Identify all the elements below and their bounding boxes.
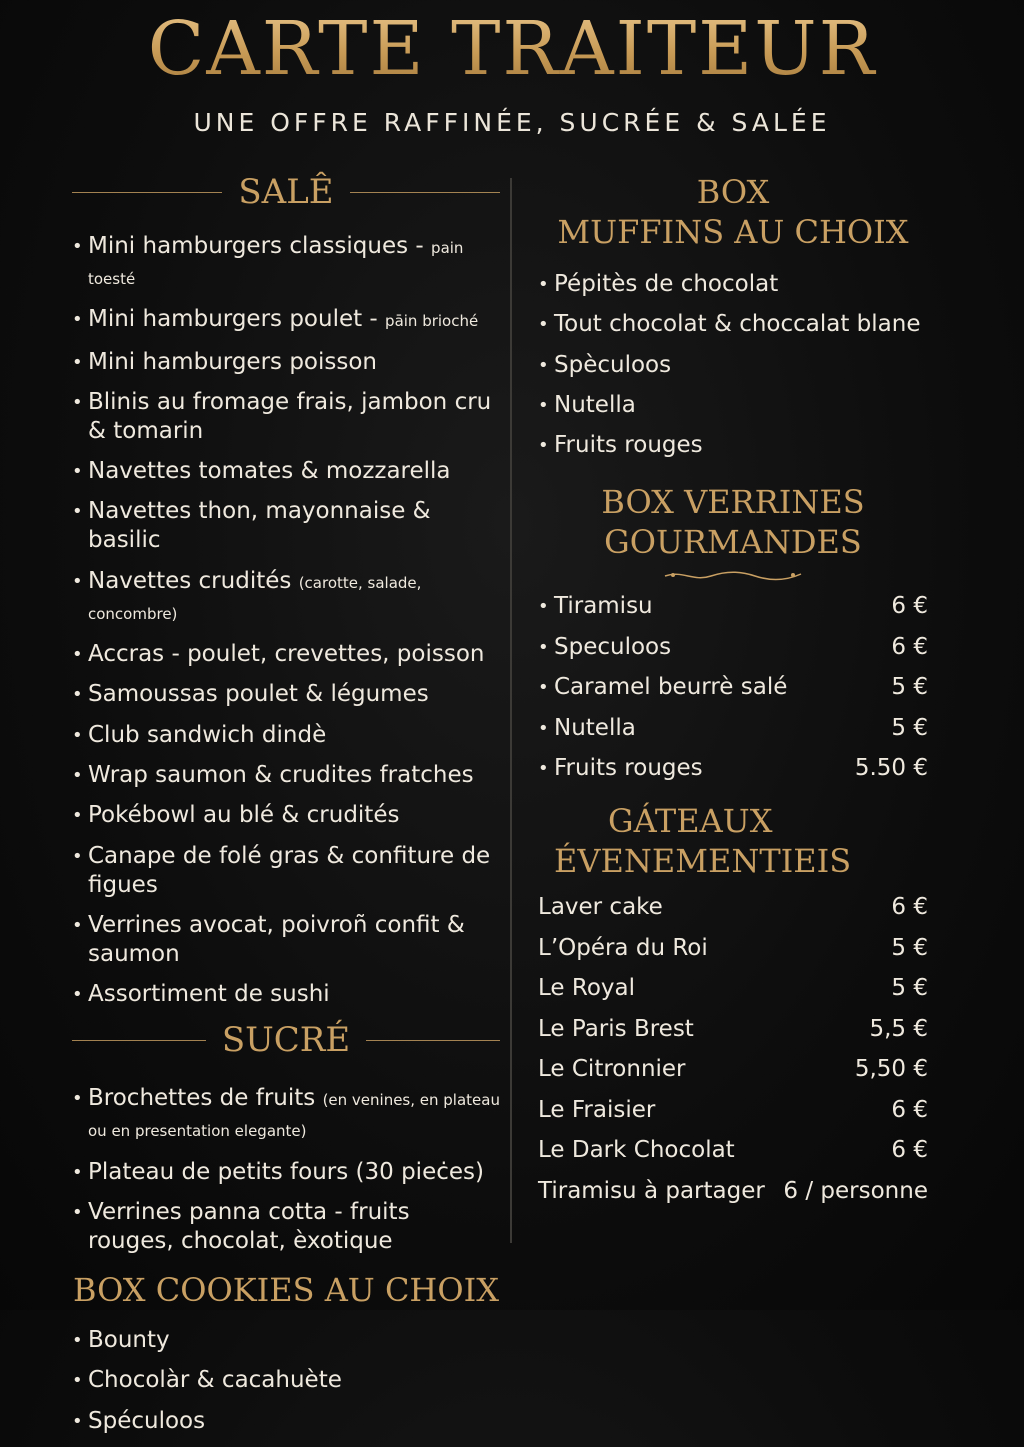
sucre-list: [72, 1084, 500, 1256]
list-item: [538, 431, 928, 460]
gateaux-list: [538, 893, 928, 1206]
item-name: Pépitès de chocolat: [554, 271, 779, 297]
right-column: [538, 172, 928, 1217]
list-item: [72, 980, 500, 1009]
cookies-list: [72, 1326, 500, 1436]
verrines-list: [538, 592, 928, 783]
heading-rule-left: [72, 192, 222, 193]
item-name: Assortiment de sushi: [88, 981, 330, 1008]
item-name: Blinis au fromage frais, jambon cru & tomarin: [88, 388, 492, 444]
flourish-ornament: [663, 568, 803, 584]
item-price: 5 €: [891, 674, 928, 701]
list-item: [72, 1407, 500, 1436]
list-item: [72, 567, 500, 629]
list-item: [72, 842, 500, 900]
item-price: 6 €: [891, 1137, 928, 1164]
item-name: L’Opéra du Roi: [538, 934, 708, 961]
verrines-heading-line2: GOURMANDES: [604, 523, 862, 562]
item-name: Navettes crudités: [88, 567, 299, 594]
item-name: Brochettes de fruits: [88, 1085, 323, 1112]
list-item: [538, 310, 928, 339]
price-row: [538, 1015, 928, 1044]
list-item: [72, 721, 500, 750]
sucre-section-heading: [72, 1020, 500, 1060]
item-name: Pokébowl au blé & crudités: [88, 802, 400, 829]
sale-heading: SALÊ: [238, 172, 334, 212]
item-name: Verrines panna cotta - fruits rouges, chocolat, èxotique: [88, 1199, 410, 1255]
menu-title: CARTE TRAITEUR: [0, 6, 1024, 92]
list-item: [72, 497, 500, 555]
item-price: 6 €: [891, 1096, 928, 1123]
item-name: Spèculoos: [554, 351, 672, 378]
item-name: Le Paris Brest: [538, 1015, 694, 1042]
item-price: 5 €: [891, 975, 928, 1002]
list-item: [72, 305, 500, 336]
list-item: [72, 388, 500, 446]
item-name: • Nutella: [554, 714, 636, 741]
item-name: Navettes tomates & mozzarella: [88, 458, 451, 485]
item-name: Mini hamburgers classiques -: [88, 233, 432, 259]
heading-rule-right: [350, 192, 500, 193]
item-name: Tout chocolat & choccalat blane: [554, 311, 921, 338]
item-price: 6 / personne: [783, 1177, 928, 1204]
price-row: [538, 934, 928, 963]
item-price: 5.50 €: [854, 755, 928, 782]
item-name: Le Citronnier: [538, 1056, 686, 1083]
price-row: [538, 754, 928, 783]
item-price: 6 €: [891, 593, 928, 620]
item-name: Club sandwich dindè: [88, 721, 327, 748]
list-item: [72, 1084, 500, 1146]
price-row: [538, 673, 928, 702]
gateaux-heading-line1: GÁTEAUX: [608, 802, 773, 841]
item-price: 5 €: [891, 714, 928, 741]
list-item: [72, 457, 500, 486]
item-name: Nutella: [554, 391, 636, 418]
list-item: [72, 640, 500, 669]
cookies-heading: BOX COOKIES AU CHOIX: [73, 1271, 499, 1310]
heading-rule-right: [366, 1040, 500, 1041]
item-price: 6 €: [891, 633, 928, 660]
list-item: [538, 351, 928, 380]
list-item: [72, 801, 500, 830]
item-name: Spéculoos: [88, 1407, 206, 1434]
item-name: Le Royal: [538, 975, 635, 1002]
item-price: 5,50 €: [854, 1056, 928, 1083]
list-item: [72, 1158, 500, 1187]
heading-rule-left: [72, 1040, 206, 1041]
item-note: (en venines, en plateau ou en presentation elegante): [88, 1091, 500, 1141]
list-item: [72, 1366, 500, 1395]
verrines-heading-line1: BOX VERRINES: [601, 483, 865, 522]
list-item: [72, 348, 500, 377]
list-item: [538, 391, 928, 420]
gateaux-heading-line2: ÉVENEMENTIEIS: [554, 842, 852, 881]
item-name: Laver cake: [538, 894, 663, 921]
price-row: [538, 714, 928, 743]
item-name: • Tiramisu: [554, 593, 653, 620]
item-name: Le Fraisier: [538, 1096, 656, 1123]
price-row: [538, 893, 928, 922]
item-note: (carotte, salade, concombre): [88, 573, 422, 623]
price-row: [538, 974, 928, 1003]
price-row: [538, 1096, 928, 1125]
item-price: 5 €: [891, 934, 928, 961]
item-note: pain toesté: [88, 239, 464, 288]
item-name: Samoussas poulet & légumes: [88, 681, 429, 708]
item-note: pāin brioché: [385, 312, 479, 331]
list-item: [538, 270, 928, 299]
item-name: Wrap saumon & crudites fratches: [88, 761, 474, 788]
menu-subtitle: UNE OFFRE RAFFINÉE, SUCRÉE & SALÉE: [193, 108, 831, 137]
gateaux-heading: [538, 801, 928, 881]
muffins-list: [538, 270, 928, 460]
price-row: [538, 592, 928, 621]
item-name: Bounty: [88, 1327, 170, 1354]
price-row: [538, 1136, 928, 1165]
item-name: • Speculoos: [554, 633, 672, 660]
list-item: [72, 911, 500, 969]
column-divider: [510, 178, 512, 1243]
item-name: Plateau de petits fours (30 pieċes): [88, 1158, 484, 1185]
muffins-heading-line1: BOX: [696, 173, 770, 211]
left-column: [72, 172, 500, 1447]
verrines-heading: [538, 482, 928, 562]
item-name: Tiramisu à partager: [538, 1177, 765, 1204]
list-item: [72, 761, 500, 790]
item-name: Canape de folé gras & confiture de figues: [88, 842, 491, 898]
item-price: 5,5 €: [869, 1015, 928, 1042]
item-name: Verrines avocat, poivroñ confit & saumon: [88, 911, 465, 967]
item-name: Mini hamburgers poisson: [88, 348, 377, 375]
muffins-heading-line2: MUFFINS AU CHOIX: [557, 213, 909, 251]
price-row: [538, 1055, 928, 1084]
sale-section-heading: [72, 172, 500, 212]
sale-list: [72, 232, 500, 1009]
item-name: Fruits rouges: [554, 432, 703, 459]
list-item: [72, 1326, 500, 1355]
sucre-heading: SUCRÉ: [221, 1020, 351, 1061]
list-item: [72, 232, 500, 294]
item-name: • Caramel beurrè salé: [554, 674, 788, 701]
list-item: [72, 680, 500, 709]
item-name: Navettes thon, mayonnaise & basilic: [88, 498, 431, 554]
item-price: 6 €: [891, 894, 928, 921]
item-name: • Fruits rouges: [554, 755, 703, 782]
item-name: Chocolàr & cacahuète: [88, 1367, 342, 1394]
muffins-heading: [538, 172, 928, 252]
item-name: Accras - poulet, crevettes, poisson: [88, 641, 485, 668]
price-row: [538, 633, 928, 662]
list-item: [72, 1198, 500, 1256]
price-row: [538, 1177, 928, 1206]
item-name: Le Dark Chocolat: [538, 1137, 735, 1164]
item-name: Mini hamburgers poulet -: [88, 306, 386, 333]
